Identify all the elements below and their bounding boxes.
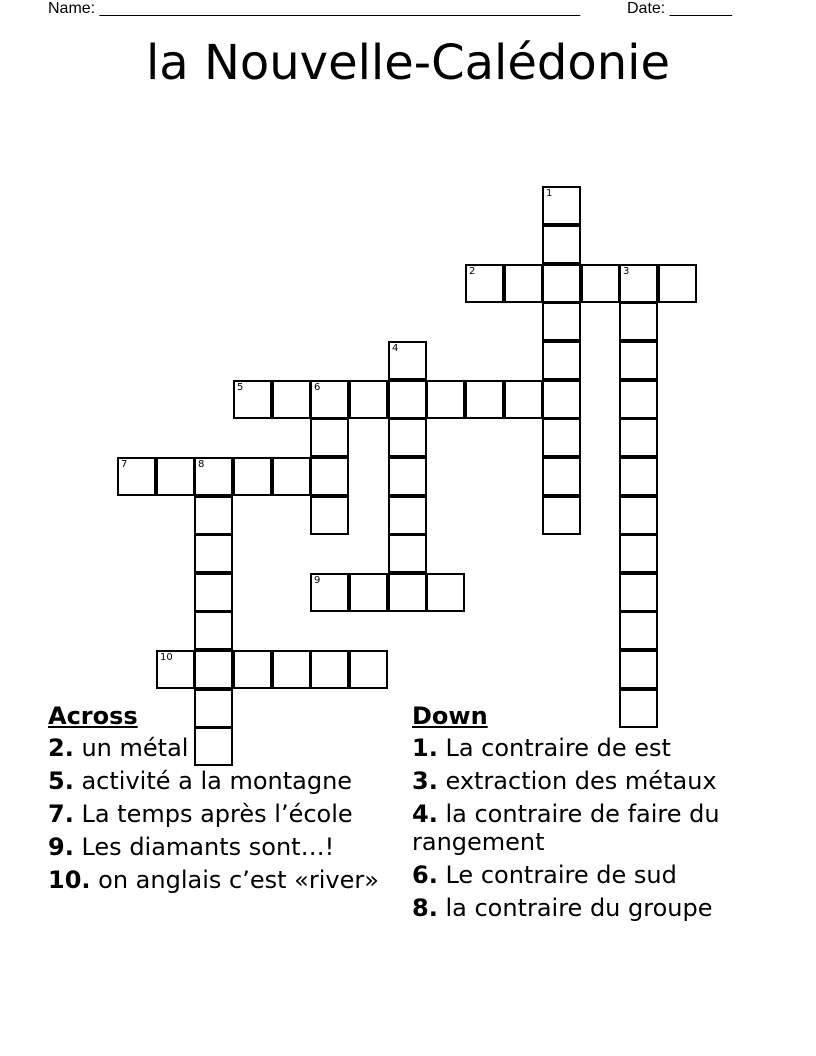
grid-cell[interactable] [233,650,272,689]
clue-across-2 [48,734,388,762]
grid-cell[interactable] [310,573,349,612]
grid-cell[interactable] [272,650,311,689]
cell-number: 6 [314,382,321,393]
down-clues [412,702,752,927]
cell-number: 1 [546,188,553,199]
grid-cell[interactable] [542,341,581,380]
grid-cell[interactable] [388,341,427,380]
clue-number: 10. [48,866,91,894]
grid-cell[interactable] [194,496,233,535]
clue-down-6 [412,861,752,889]
clue-text: La contraire de est [445,734,671,762]
clue-number: 3. [412,767,438,795]
grid-cell[interactable] [465,380,504,419]
grid-cell[interactable] [619,496,658,535]
clue-number: 2. [48,734,74,762]
grid-cell[interactable] [542,380,581,419]
clue-text: la contraire du groupe [445,894,713,922]
grid-cell[interactable] [504,264,543,303]
clue-down-4 [412,800,752,856]
cell-number: 8 [198,459,205,470]
grid-cell[interactable] [542,457,581,496]
grid-cell[interactable] [619,341,658,380]
cell-number: 2 [469,266,476,277]
clue-number: 6. [412,861,438,889]
grid-cell[interactable] [194,573,233,612]
date-field: Date: _______ [627,0,732,17]
clue-down-3 [412,767,752,795]
clue-number: 4. [412,800,438,828]
grid-cell[interactable] [388,380,427,419]
grid-cell[interactable] [426,573,465,612]
grid-cell[interactable] [542,264,581,303]
grid-cell[interactable] [310,457,349,496]
grid-cell[interactable] [117,457,156,496]
grid-cell[interactable] [658,264,697,303]
grid-cell[interactable] [542,225,581,264]
clue-number: 9. [48,833,74,861]
clue-across-9 [48,833,388,861]
clue-across-7 [48,800,388,828]
clue-text: activité a la montagne [81,767,353,795]
name-field: Name: ______________________________________________________ [48,0,581,17]
cell-number: 5 [237,382,244,393]
grid-cell[interactable] [388,496,427,535]
clue-text: Les diamants sont…! [81,833,335,861]
grid-cell[interactable] [388,534,427,573]
clue-text: on anglais c’est «river» [98,866,379,894]
cell-number: 3 [623,266,630,277]
cell-number: 4 [392,343,399,354]
grid-cell[interactable] [194,534,233,573]
clue-across-5 [48,767,388,795]
clue-across-10 [48,866,388,894]
grid-cell[interactable] [194,650,233,689]
puzzle-title: la Nouvelle-Calédonie [145,35,671,91]
grid-cell[interactable] [388,418,427,457]
clue-text: Le contraire de sud [445,861,677,889]
clue-text: extraction des métaux [445,767,717,795]
grid-cell[interactable] [581,264,620,303]
grid-cell[interactable] [349,650,388,689]
down-heading: Down [412,702,488,730]
clue-number: 8. [412,894,438,922]
clue-down-8 [412,894,752,922]
grid-cell[interactable] [194,457,233,496]
grid-cell[interactable] [156,650,195,689]
clue-text: la contraire de faire du rangement [412,800,720,856]
grid-cell[interactable] [619,264,658,303]
grid-cell[interactable] [272,380,311,419]
grid-cell[interactable] [619,573,658,612]
grid-cell[interactable] [426,380,465,419]
across-clues [48,702,388,899]
grid-cell[interactable] [542,186,581,225]
grid-cell[interactable] [194,611,233,650]
grid-cell[interactable] [272,457,311,496]
grid-cell[interactable] [310,496,349,535]
grid-cell[interactable] [619,302,658,341]
grid-cell[interactable] [310,380,349,419]
clue-number: 5. [48,767,74,795]
grid-cell[interactable] [156,457,195,496]
grid-cell[interactable] [388,573,427,612]
grid-cell[interactable] [349,573,388,612]
grid-cell[interactable] [310,418,349,457]
clue-text: La temps après l’école [81,800,353,828]
cell-number: 9 [314,575,321,586]
grid-cell[interactable] [542,302,581,341]
grid-cell[interactable] [233,457,272,496]
grid-cell[interactable] [388,457,427,496]
grid-cell[interactable] [619,418,658,457]
clue-down-1 [412,734,752,762]
grid-cell[interactable] [465,264,504,303]
grid-cell[interactable] [619,611,658,650]
grid-cell[interactable] [619,380,658,419]
clue-text: un métal [81,734,189,762]
grid-cell[interactable] [619,457,658,496]
grid-cell[interactable] [310,650,349,689]
clue-number: 1. [412,734,438,762]
grid-cell[interactable] [542,418,581,457]
grid-cell[interactable] [349,380,388,419]
across-heading: Across [48,702,138,730]
grid-cell[interactable] [619,534,658,573]
grid-cell[interactable] [619,650,658,689]
grid-cell[interactable] [233,380,272,419]
grid-cell[interactable] [504,380,543,419]
cell-number: 7 [121,459,128,470]
grid-cell[interactable] [542,496,581,535]
clue-number: 7. [48,800,74,828]
cell-number: 10 [160,652,173,663]
